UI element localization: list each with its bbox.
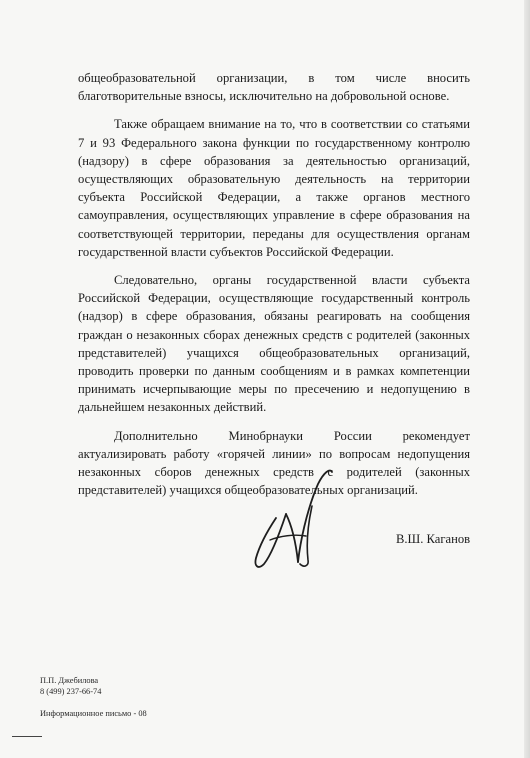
- letter-body: [78, 69, 470, 509]
- page-edge-shadow: [524, 0, 530, 758]
- executor-name: П.П. Джебилова: [40, 676, 99, 685]
- executor-phone: 8 (499) 237-66-74: [40, 686, 102, 696]
- paragraph-authorities-obligations: Следовательно, органы государственной власти субъекта Российской Федерации, осуществляющие государственный контроль (надзор) в сфере образования, обязаны реагировать на сообщения граждан о незаконных сборах денежных средств с родителей (законных представителей) учащихся общеобразовательных организаций, проводить проверки по данным сообщениям и в рамках компетенции принимать исчерпывающие меры по пресечению и недопущению в дальнейшем незаконных действий.: [78, 273, 470, 415]
- paragraph-state-control: Также обращаем внимание на то, что в соответствии со статьями 7 и 93 Федерального закона функции по государственному контролю (надзору) в сфере образования за деятельностью организаций, осуществляющих образовательную деятельность на территории субъекта Российской Федерации, а также органов местного самоуправления, осуществляющих управление в сфере образования на соответствующей территории, переданы для осуществления органам государственной власти субъектов Российской Федерации.: [78, 117, 470, 259]
- signature-block: [240, 460, 480, 590]
- paragraph-continuation: общеобразовательной организации, в том числе вносить благотворительные взносы, исключительно на добровольной основе.: [78, 71, 470, 104]
- paragraph-hotline-recommendation: Дополнительно Минобрнауки России рекомендует актуализировать работу «горячей линии» по вопросам недопущения незаконных сборов денежных средств с родителей (законных представителей) учащихся общеобразовательных организаций.: [78, 428, 470, 498]
- signer-name: В.Ш. Каганов: [396, 532, 471, 546]
- executor-footer: [40, 676, 147, 720]
- corner-line-mark: [12, 736, 42, 737]
- handwritten-signature: [246, 460, 338, 578]
- document-mark: Информационное письмо - 08: [40, 709, 147, 718]
